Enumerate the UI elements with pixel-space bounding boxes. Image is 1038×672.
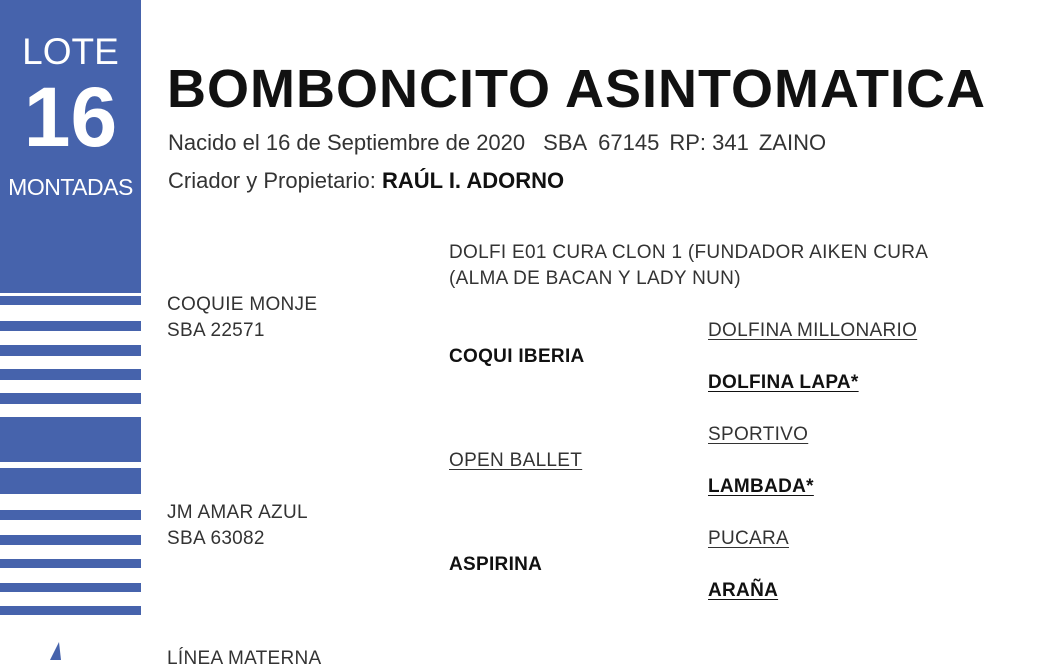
ggp-2: DOLFINA LAPA* xyxy=(708,372,859,393)
breeder-label: Criador y Propietario: xyxy=(168,168,376,193)
breeder-line xyxy=(168,167,564,195)
rp-number: RP: 341 xyxy=(669,130,749,155)
stripe xyxy=(0,393,141,404)
sba-number: SBA 67145 xyxy=(543,130,660,155)
stripe xyxy=(0,296,141,305)
ggp-6: ARAÑA xyxy=(708,580,779,601)
stripe xyxy=(0,606,141,615)
bottom-decoration-icon xyxy=(46,636,70,660)
stripe xyxy=(0,510,141,520)
stripe xyxy=(0,417,141,462)
ggp-3: SPORTIVO xyxy=(708,424,809,445)
sire-sire-line1: DOLFI E01 CURA CLON 1 (FUNDADOR AIKEN CURA xyxy=(449,242,929,263)
stripe xyxy=(0,369,141,380)
dam-dam: ASPIRINA xyxy=(449,554,543,575)
ggp-5: PUCARA xyxy=(708,528,789,549)
stripe xyxy=(0,468,141,494)
lote-number: 16 xyxy=(23,70,118,164)
maternal-line-heading: LÍNEA MATERNA xyxy=(167,648,322,669)
lote-subtitle: MONTADAS xyxy=(8,174,133,200)
coat-color: ZAINO xyxy=(758,130,827,155)
stripe xyxy=(0,535,141,545)
lote-label: LOTE xyxy=(22,31,119,72)
breeder-name: RAÚL I. ADORNO xyxy=(382,168,565,193)
sire-name: COQUIE MONJE xyxy=(167,294,318,315)
sire-sba: SBA 22571 xyxy=(167,320,265,341)
birth-info-line xyxy=(168,129,826,157)
stripe xyxy=(0,321,141,331)
dam-sire: OPEN BALLET xyxy=(449,450,583,471)
ggp-1: DOLFINA MILLONARIO xyxy=(708,320,918,341)
lote-badge xyxy=(0,0,141,293)
sire-dam: COQUI IBERIA xyxy=(449,346,585,367)
stripe xyxy=(0,583,141,592)
horse-name: BOMBONCITO ASINTOMATICA xyxy=(167,59,986,119)
stripe xyxy=(0,345,141,356)
dam-sba: SBA 63082 xyxy=(167,528,265,549)
sire-sire-line2: (ALMA DE BACAN Y LADY NUN) xyxy=(449,268,741,289)
dam-name: JM AMAR AZUL xyxy=(167,502,308,523)
ggp-4: LAMBADA* xyxy=(708,476,814,497)
birth-date: Nacido el 16 de Septiembre de 2020 xyxy=(168,130,526,155)
stripe xyxy=(0,559,141,568)
